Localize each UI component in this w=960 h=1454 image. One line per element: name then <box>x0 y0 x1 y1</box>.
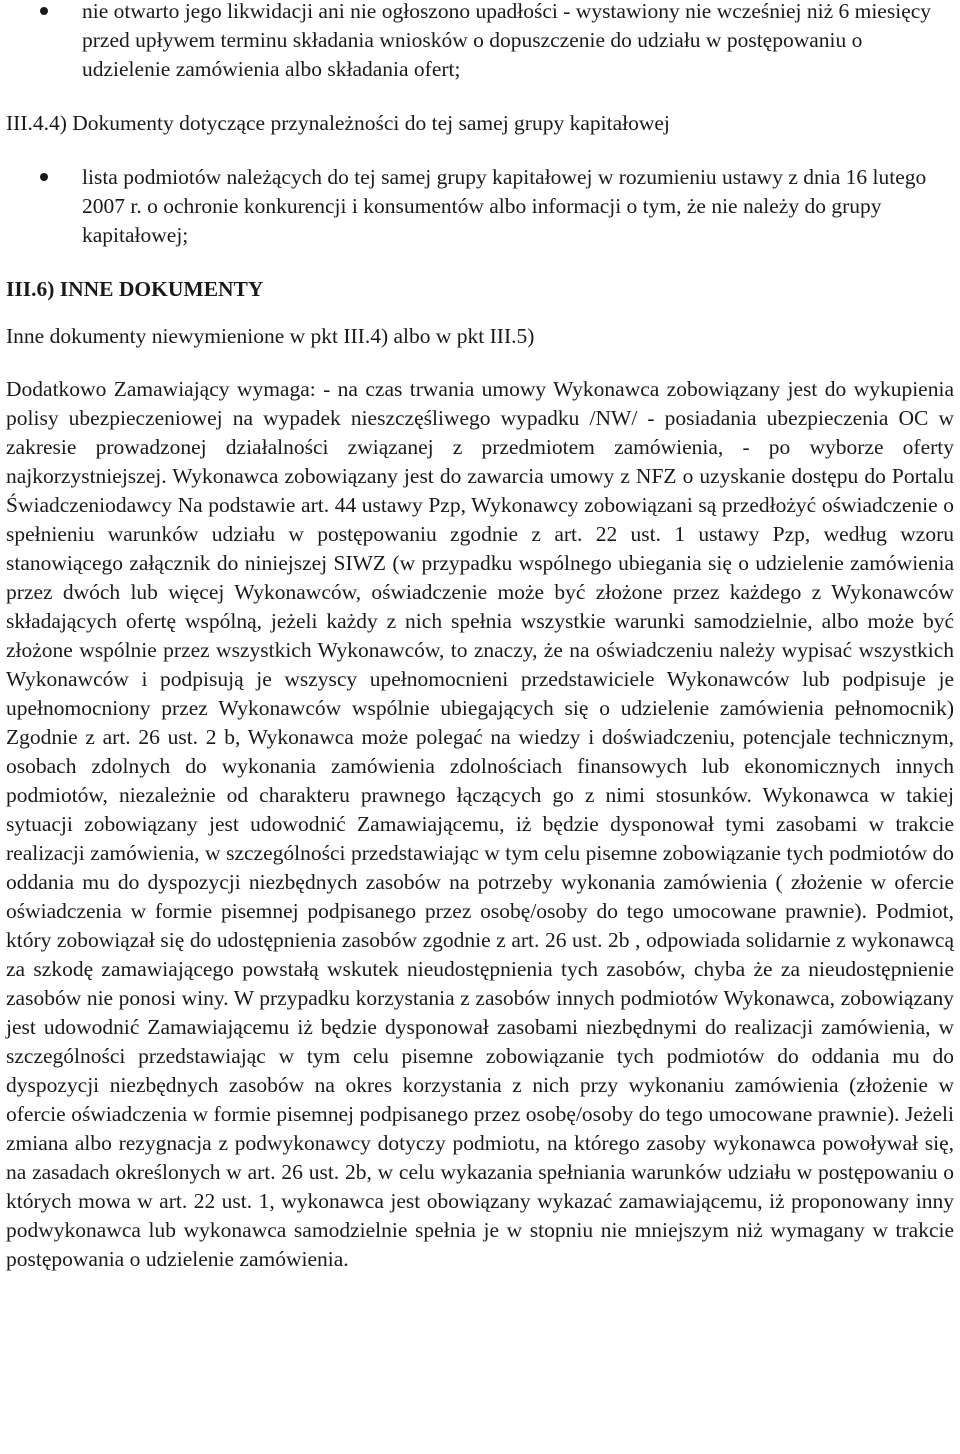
bullet-icon <box>40 7 48 15</box>
subheading-other-documents: Inne dokumenty niewymienione w pkt III.4) albo w pkt III.5) <box>6 324 535 348</box>
bullet-text: lista podmiotów należących do tej samej grupy kapitałowej w rozumieniu ustawy z dnia 16 lutego 2007 r. o ochronie konkurencji i konsumentów albo informacji o tym, że nie należy do grupy kapitałowej; <box>82 165 927 247</box>
section-heading-iii-4-4: III.4.4) Dokumenty dotyczące przynależności do tej samej grupy kapitałowej <box>6 111 670 135</box>
bullet-text: nie otwarto jego likwidacji ani nie ogłoszono upadłości - wystawiony nie wcześniej niż 6 miesięcy przed upływem terminu składania wniosków o dopuszczenie do udziału w postępowaniu o udzielenie zamówienia albo składania ofert; <box>82 0 932 81</box>
section-heading-iii-6: III.6) INNE DOKUMENTY <box>6 277 264 301</box>
bullet-icon <box>40 173 48 181</box>
body-paragraph: Dodatkowo Zamawiający wymaga: - na czas trwania umowy Wykonawca zobowiązany jest do wykupienia polisy ubezpieczeniowej na wypadek nieszczęśliwego wypadku /NW/ - posiadania ubezpieczenia OC w zakresie prowadzonej działalności związanej z przedmiotem zamówienia, - po wyborze oferty najkorzystniejszej. Wykonawca zobowiązany jest do zawarcia umowy z NFZ o uzyskanie dostępu do Portalu Świadczeniodawcy Na podstawie art. 44 ustawy Pzp, Wykonawcy zobowiązani są przedłożyć oświadczenie o spełnieniu warunków udziału w postępowaniu zgodnie z art. 22 ust. 1 ustawy Pzp, według wzoru stanowiącego załącznik do niniejszej SIWZ (w przypadku wspólnego ubiegania się o udzielenie zamówienia przez dwóch lub więcej Wykonawców, oświadczenie może być złożone przez każdego z Wykonawców składających ofertę wspólną, jeżeli każdy z nich spełnia wszystkie warunki samodzielnie, albo może być złożone wspólnie przez wszystkich Wykonawców, to znaczy, że na oświadczeniu należy wypisać wszystkich Wykonawców i podpisują je wszyscy upełnomocnieni przedstawiciele Wykonawców lub podpisuje je upełnomocniony przez Wykonawców wspólnie ubiegających się o udzielenie zamówienia pełnomocnik) Zgodnie z art. 26 ust. 2 b, Wykonawca może polegać na wiedzy i doświadczeniu, potencjale technicznym, osobach zdolnych do wykonania zamówienia zdolnościach finansowych lub ekonomicznych innych podmiotów, niezależnie od charakteru prawnego łączących go z nimi stosunków. Wykonawca w takiej sytuacji zobowiązany jest udowodnić Zamawiającemu, iż będzie dysponował tymi zasobami w trakcie realizacji zamówienia, w szczególności przedstawiając w tym celu pisemne zobowiązanie tych podmiotów do oddania mu do dyspozycji niezbędnych zasobów na potrzeby wykonania zamówienia ( złożenie w ofercie oświadczenia w formie pisemnej podpisanego przez osobę/osoby do tego umocowane prawnie). Podmiot, który zobowiązał się do udostępnienia zasobów zgodnie z art. 26 ust. 2b , odpowiada solidarnie z wykonawcą za szkodę zamawiającego powstałą wskutek nieudostępnienia tych zasobów, chyba że za nieudostępnienie zasobów nie ponosi winy. W przypadku korzystania z zasobów innych podmiotów Wykonawca, zobowiązany jest udowodnić Zamawiającemu iż będzie dysponował zasobami niezbędnymi do realizacji zamówienia, w szczególności przedstawiając w tym celu pisemne zobowiązanie tych podmiotów do oddania mu do dyspozycji niezbędnych zasobów na okres korzystania z nich przy wykonaniu zamówienia (złożenie w ofercie oświadczenia w formie pisemnej podpisanego przez osobę/osoby do tego umocowane prawnie). Jeżeli zmiana albo rezygnacja z podwykonawcy dotyczy podmiotu, na którego zasoby wykonawca powoływał się, na zasadach określonych w art. 26 ust. 2b, w celu wykazania spełniania warunków udziału w postępowaniu o których mowa w art. 22 ust. 1, wykonawca jest obowiązany wykazać zamawiającemu, iż proponowany inny podwykonawca lub wykonawca samodzielnie spełnia je w stopniu nie mniejszym niż wymagany w trakcie postępowania o udzielenie zamówienia. <box>6 377 954 1271</box>
bullet-item-liquidation <box>6 0 954 84</box>
bullet-item-capital-group <box>6 163 954 250</box>
